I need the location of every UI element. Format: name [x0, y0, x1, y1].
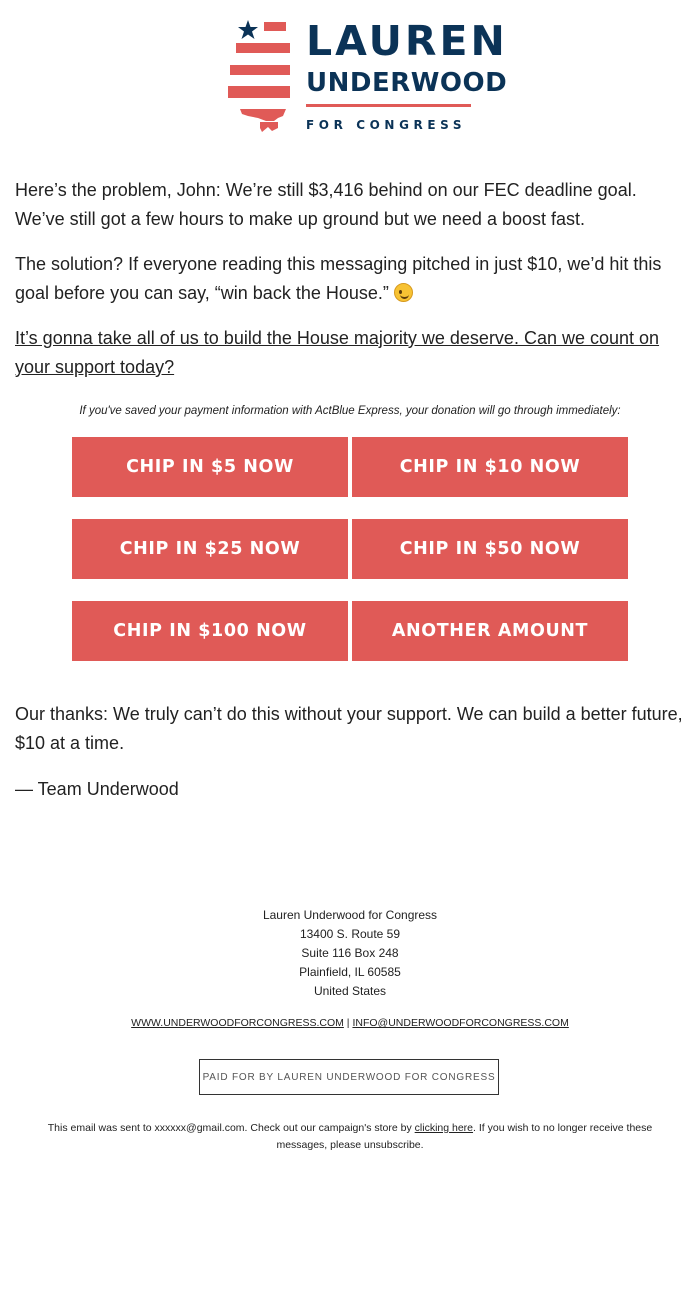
- chip-in-25-button[interactable]: CHIP IN $25 NOW: [72, 519, 348, 579]
- thanks-paragraph: Our thanks: We truly can’t do this without your support. We can build a better future, $10 at a time.: [15, 704, 683, 753]
- logo-divider: [306, 104, 471, 107]
- chip-in-100-button[interactable]: CHIP IN $100 NOW: [72, 601, 348, 661]
- footer-address-line2: Suite 116 Box 248: [301, 946, 399, 960]
- chip-in-10-button[interactable]: CHIP IN $10 NOW: [352, 437, 628, 497]
- solution-text: The solution? If everyone reading this messaging pitched in just $10, we’d hit this goal before you can say, “win back the House.”: [15, 254, 662, 303]
- chip-in-5-button[interactable]: CHIP IN $5 NOW: [72, 437, 348, 497]
- closing-section: [15, 700, 695, 821]
- logo-name-first: LAUREN: [306, 17, 508, 65]
- winking-face-icon: [394, 283, 413, 302]
- footer-org-name: Lauren Underwood for Congress: [262, 908, 438, 922]
- another-amount-button[interactable]: ANOTHER AMOUNT: [352, 601, 628, 661]
- store-link[interactable]: clicking here: [414, 1122, 474, 1134]
- legal-text-after: . If you wish to no longer receive these messages, please unsubscribe.: [276, 1122, 653, 1151]
- solution-paragraph: [15, 250, 690, 308]
- logo-name-last: UNDERWOOD: [306, 68, 508, 98]
- footer-city: Plainfield, IL 60585: [299, 965, 401, 979]
- footer-address-line1: 13400 S. Route 59: [299, 927, 401, 941]
- problem-paragraph: Here’s the problem, John: We’re still $3,416 behind on our FEC deadline goal. We’ve still got a few hours to make up ground but we need a boost fast.: [15, 180, 637, 229]
- footer-country: United States: [313, 984, 387, 998]
- legal-text: [30, 1120, 670, 1154]
- footer-links: [0, 1017, 700, 1029]
- chip-in-50-button[interactable]: CHIP IN $50 NOW: [352, 519, 628, 579]
- campaign-logo[interactable]: [228, 17, 508, 136]
- email-link[interactable]: INFO@UNDERWOODFORCONGRESS.COM: [352, 1017, 569, 1029]
- actblue-express-note: If you've saved your payment information with ActBlue Express, your donation will go through immediately:: [79, 405, 621, 417]
- paid-for-disclaimer: PAID FOR BY LAUREN UNDERWOOD FOR CONGRESS: [199, 1059, 499, 1095]
- signoff: — Team Underwood: [15, 779, 179, 799]
- email-body: [15, 176, 690, 398]
- legal-text-before: This email was sent to xxxxxx@gmail.com. Check out our campaign's store by: [47, 1122, 415, 1134]
- support-paragraph: [15, 324, 690, 382]
- support-link[interactable]: It’s gonna take all of us to build the House majority we deserve. Can we count on your support today?: [15, 328, 660, 377]
- website-link[interactable]: WWW.UNDERWOODFORCONGRESS.COM: [131, 1017, 344, 1029]
- illinois-flag-logo-icon: [228, 18, 292, 136]
- logo-subtitle: FOR CONGRESS: [306, 118, 467, 132]
- link-separator: |: [346, 1017, 350, 1029]
- footer-address: [0, 906, 700, 1001]
